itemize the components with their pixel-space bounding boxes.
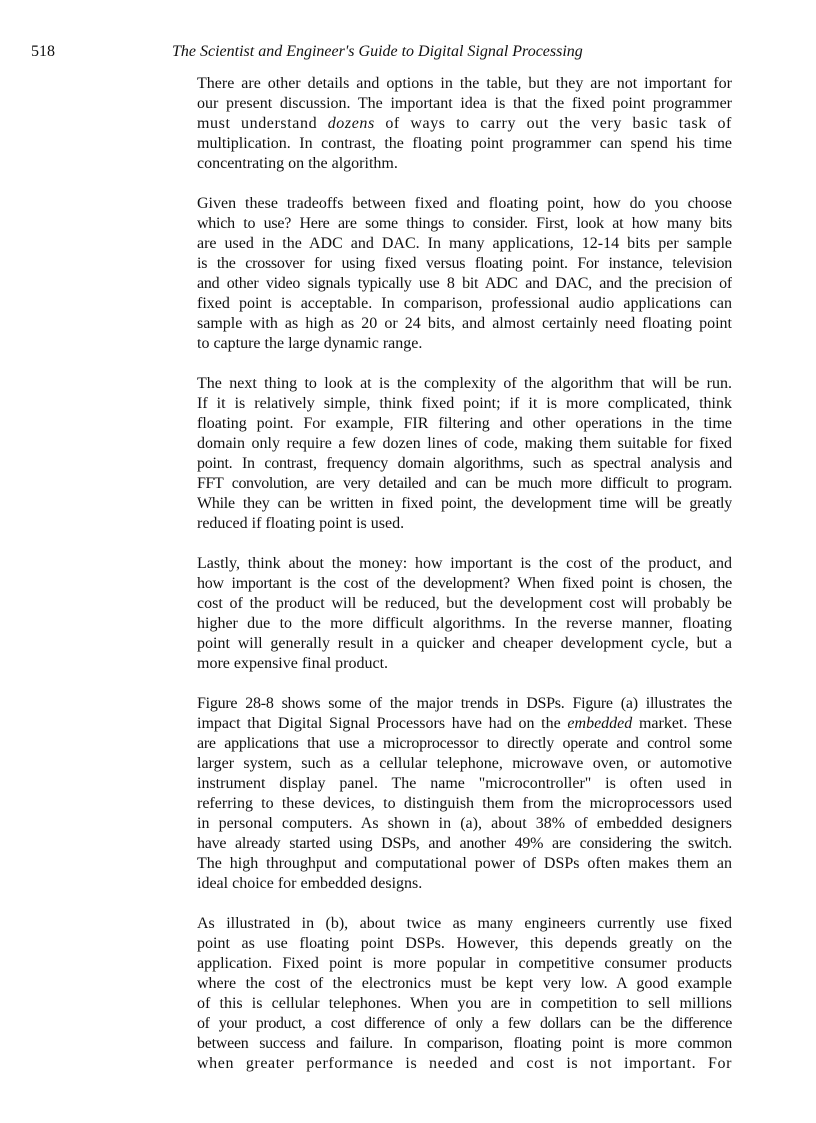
- emphasis-dozens: dozens: [327, 115, 375, 132]
- text-line: domain only require a few dozen lines of code, making them suitable for fixed: [197, 435, 732, 452]
- text-line: are used in the ADC and DAC. In many applications, 12-14 bits per sample: [197, 235, 732, 252]
- text-line: which to use? Here are some things to consider. First, look at how many bits: [197, 215, 732, 232]
- text-line: Lastly, think about the money: how important is the cost of the product, and: [197, 555, 732, 572]
- text-line: If it is relatively simple, think fixed point; if it is more complicated, think: [197, 395, 732, 412]
- paragraph: [197, 74, 732, 174]
- text-line: impact that Digital Signal Processors have had on the embedded market. These: [197, 715, 732, 732]
- text-line: and other video signals typically use 8 bit ADC and DAC, and the precision of: [197, 275, 732, 292]
- paragraph: [197, 194, 732, 354]
- text-line: must understand dozens of ways to carry out the very basic task of: [197, 115, 732, 132]
- text-line: ideal choice for embedded designs.: [197, 875, 423, 892]
- text-line: FFT convolution, are very detailed and can be much more difficult to program.: [197, 475, 732, 492]
- emphasis-embedded: embedded: [567, 715, 633, 732]
- text-line: referring to these devices, to distinguish them from the microprocessors used: [197, 795, 732, 812]
- text-line: application. Fixed point is more popular in competitive consumer products: [197, 955, 732, 972]
- text-line: concentrating on the algorithm.: [197, 155, 398, 172]
- text-line: The high throughput and computational power of DSPs often makes them an: [197, 855, 732, 872]
- text-line: point will generally result in a quicker and cheaper development cycle, but a: [197, 635, 732, 652]
- text-line: are applications that use a microprocessor to directly operate and control some: [197, 735, 732, 752]
- text-line: higher due to the more difficult algorithms. In the reverse manner, floating: [197, 615, 732, 632]
- text-line: when greater performance is needed and cost is not important. For: [197, 1055, 732, 1072]
- text-line: There are other details and options in the table, but they are not important for: [197, 75, 732, 92]
- text-line: point as use floating point DSPs. However, this depends greatly on the: [197, 935, 732, 952]
- text-line: is the crossover for using fixed versus floating point. For instance, television: [197, 255, 732, 272]
- text-line: of this is cellular telephones. When you are in competition to sell millions: [197, 995, 732, 1012]
- text-line: instrument display panel. The name "microcontroller" is often used in: [197, 775, 732, 792]
- text-line: between success and failure. In comparison, floating point is more common: [197, 1035, 732, 1052]
- text-line: The next thing to look at is the complexity of the algorithm that will be run.: [197, 375, 732, 392]
- text-line: sample with as high as 20 or 24 bits, and almost certainly need floating point: [197, 315, 732, 332]
- text-line: multiplication. In contrast, the floating point programmer can spend his time: [197, 135, 732, 152]
- text-line: to capture the large dynamic range.: [197, 335, 423, 352]
- text-line: fixed point is acceptable. In comparison, professional audio applications can: [197, 295, 732, 312]
- text-line: our present discussion. The important idea is that the fixed point programmer: [197, 95, 732, 112]
- text-line: While they can be written in fixed point, the development time will be greatly: [197, 495, 732, 512]
- text-line: more expensive final product.: [197, 655, 389, 672]
- body-text: [197, 74, 732, 1094]
- paragraph: [197, 914, 732, 1074]
- text-line: point. In contrast, frequency domain algorithms, such as spectral analysis and: [197, 455, 732, 472]
- paragraph: [197, 374, 732, 534]
- text-line: larger system, such as a cellular telephone, microwave oven, or automotive: [197, 755, 732, 772]
- text-line: Given these tradeoffs between fixed and floating point, how do you choose: [197, 195, 732, 212]
- page-number: 518: [31, 43, 55, 60]
- text-line: have already started using DSPs, and another 49% are considering the switch.: [197, 835, 732, 852]
- text-line: Figure 28-8 shows some of the major trends in DSPs. Figure (a) illustrates the: [197, 695, 732, 712]
- text-line: where the cost of the electronics must be kept very low. A good example: [197, 975, 732, 992]
- text-line: As illustrated in (b), about twice as many engineers currently use fixed: [197, 915, 732, 932]
- text-line: in personal computers. As shown in (a), about 38% of embedded designers: [197, 815, 732, 832]
- text-line: floating point. For example, FIR filtering and other operations in the time: [197, 415, 732, 432]
- paragraph: [197, 694, 732, 894]
- paragraph: [197, 554, 732, 674]
- text-line: how important is the cost of the development? When fixed point is chosen, the: [197, 575, 732, 592]
- text-line: cost of the product will be reduced, but the development cost will probably be: [197, 595, 732, 612]
- running-title: The Scientist and Engineer's Guide to Digital Signal Processing: [172, 43, 583, 60]
- text-line: of your product, a cost difference of only a few dollars can be the difference: [197, 1015, 732, 1032]
- text-line: reduced if floating point is used.: [197, 515, 405, 532]
